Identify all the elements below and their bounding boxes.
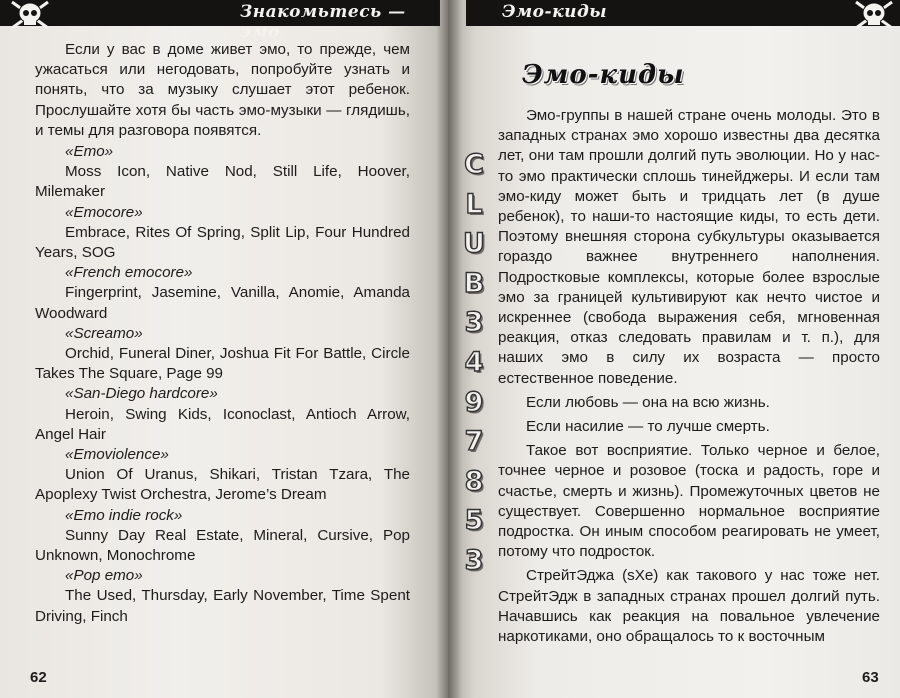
body-paragraph: Эмо-группы в нашей стране очень молоды. Это в западных странах эмо хорошо известны два десятка лет, они там прошли долгий путь эволюции. Но у нас-то эмо практически сплошь тинейджеры. И если там эмо-киду может быть и тридцать лет (в душе ребенок), то наши-то настоящие киды, то есть дети. Поэтому внешняя сторона субкультуры оказывается гораздо важнее внутреннего наполнения. Подростковые комплексы, которые более взрослые эмо за границей культивируют как нечто чистое и искреннее (свобода выражения себя, мгновенная реакция, отказ следовать правилам и т. п.), для наших эмо в силу их возраста — просто естественное поведение. <box>498 107 880 387</box>
genre-bands: The Used, Thursday, Early November, Time Spent Driving, Finch <box>35 587 410 625</box>
genre-bands: Union Of Uranus, Shikari, Tristan Tzara, The Apoplexy Twist Orchestra, Jerome’s Dream <box>35 466 410 504</box>
stamp-letter: 3 <box>464 307 484 339</box>
intro-paragraph: Если у вас в доме живет эмо, то прежде, чем ужасаться или негодовать, попробуйте узнать и понять, что за музыку слушает этот ребенок. Прослушайте хотя бы часть эмо-музыки — глядишь, и темы для разговора появятся. <box>35 41 410 139</box>
genre-label: «Emocore» <box>65 203 143 221</box>
stamp-letter: L <box>465 188 483 220</box>
body-paragraph: СтрейтЭджа (sXe) как такового у нас тоже нет. СтрейтЭдж в западных странах прошел долгий путь. Начавшись как реакция на повальное увлечение наркотиками, оно обращалось то к восточным <box>498 567 880 646</box>
vertical-stamp-letters <box>459 148 489 584</box>
genre-bands: Orchid, Funeral Diner, Joshua Fit For Battle, Circle Takes The Square, Page 99 <box>35 345 410 383</box>
skull-crossbones-icon <box>8 0 52 32</box>
genre-bands: Fingerprint, Jasemine, Vanilla, Anomie, Amanda Woodward <box>35 284 410 322</box>
genre-label: «Emoviolence» <box>65 446 169 464</box>
stamp-letter: C <box>464 149 484 180</box>
genre-label: «San-Diego hardcore» <box>65 385 218 403</box>
body-paragraph: Если любовь — она на всю жизнь. <box>526 393 770 411</box>
stamp-letter: 5 <box>464 505 484 537</box>
stamp-letter: U <box>463 228 485 260</box>
left-header-title: Знакомьтесь — эмо <box>240 2 406 42</box>
genre-bands: Embrace, Rites Of Spring, Split Lip, Four Hundred Years, SOG <box>35 223 410 262</box>
body-paragraph: Если насилие — то лучше смерть. <box>526 418 770 436</box>
left-page-text <box>35 40 410 627</box>
right-page-number: 63 <box>862 669 879 686</box>
genre-bands: Moss Icon, Native Nod, Still Life, Hoover, Milemaker <box>35 163 410 201</box>
left-header-bar <box>0 0 440 42</box>
right-page-text <box>498 106 880 651</box>
genre-label: «Emo» <box>65 143 114 161</box>
genre-label: «French emocore» <box>65 264 193 282</box>
left-page <box>0 0 448 698</box>
stamp-letter: 8 <box>464 465 484 497</box>
right-header-title: Эмо-киды <box>502 2 608 22</box>
stamp-letter: 4 <box>464 346 484 378</box>
right-header-bar <box>466 0 900 26</box>
genre-label: «Screamo» <box>65 324 143 342</box>
genre-label: «Pop emo» <box>65 567 143 585</box>
skull-crossbones-icon <box>852 0 896 32</box>
stamp-letter: 9 <box>464 386 484 418</box>
body-paragraph: Такое вот восприятие. Только черное и белое, точнее черное и розовое (тоска и радость, горе и счастье, смерть и жизнь). Промежуточных цветов не существует. Совершенно нормальное восприятие подростка. Он иным способом реагировать не умеет, потому что подросток. <box>498 442 880 561</box>
genre-bands: Heroin, Swing Kids, Iconoclast, Antioch Arrow, Angel Hair <box>35 405 410 443</box>
genre-label: «Emo indie rock» <box>65 506 183 524</box>
stamp-letter: 3 <box>464 544 484 576</box>
genre-bands: Sunny Day Real Estate, Mineral, Cursive, Pop Unknown, Monochrome <box>35 526 410 565</box>
stamp-letter: 7 <box>464 426 484 458</box>
stamp-letter: B <box>463 267 485 299</box>
left-page-number: 62 <box>30 669 47 686</box>
chapter-title: Эмо-киды <box>522 60 685 90</box>
